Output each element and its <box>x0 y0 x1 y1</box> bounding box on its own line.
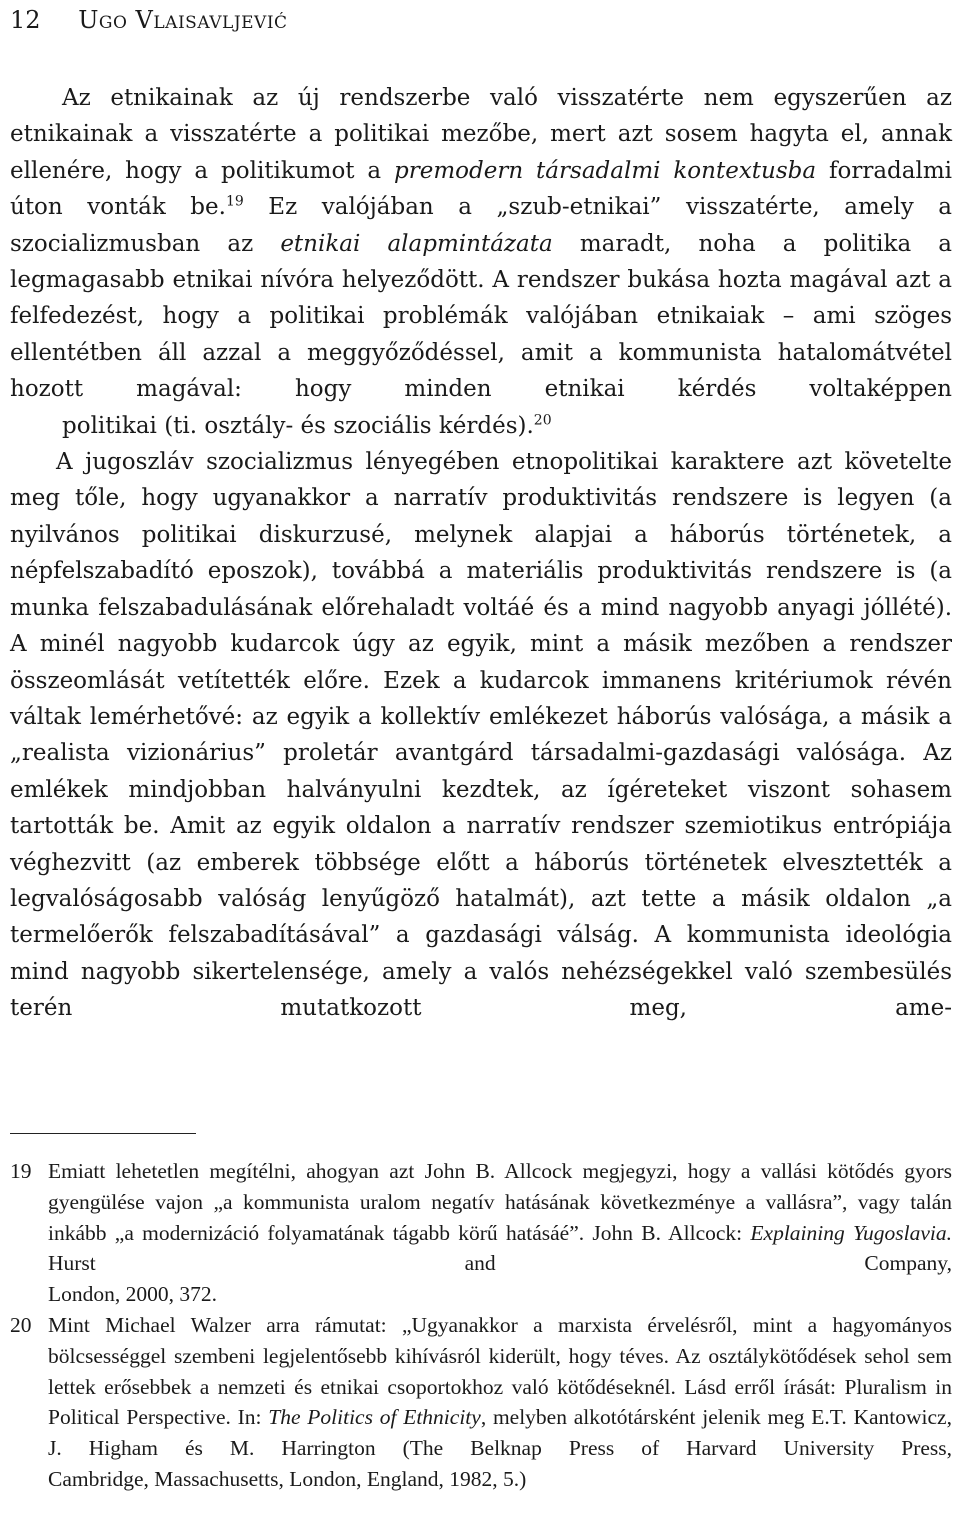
footnote-ref-20[interactable]: 20 <box>533 412 552 428</box>
footnote-text: Emiatt lehetetlen megítélni, ahogyan azt John B. Allcock megjegyzi, hogy a vallási kötődés gyors gyengülése vajon „a kommunista uralom negatív hatásának következménye a vallásra”, vagy talán inkább „a modernizáció folyamatának tágabb körű hatásáé”. John B. Allcock: <box>48 1159 952 1245</box>
footnote-number: 19 <box>10 1159 32 1183</box>
page-number: 12 <box>10 6 41 34</box>
paragraph-1-text-e: politikai (ti. osztály- és szociális kérdés). <box>62 412 534 439</box>
footnote-19 <box>10 1156 952 1310</box>
running-head-author: Ugo Vlaisavljević <box>78 6 288 34</box>
footnote-20 <box>10 1310 952 1495</box>
footnote-separator <box>10 1133 196 1134</box>
footnote-text-b: , melyben alkotótársként jelenik meg E.T. Kantowicz, J. Higham és M. Harrington (The Belknap Press of Harvard University Press, <box>48 1405 952 1461</box>
footnote-text: Mint Michael Walzer arra rámutat: „Ugyanakkor a marxista érvelésről, mint a hagyományos bölcsességgel szembeni legjelentősebb kihívásról kiderült, hogy téves. Az osztálykötődések sehol sem lettek erősebbek a nemzeti és etnikai csoportokhoz való kötődéseknél. Lásd erről írását: Pluralism in Political Perspective. In: <box>48 1312 952 1430</box>
footnote-last-line: London, 2000, 372. <box>48 1282 218 1307</box>
footnote-text-b: Hurst and Company, <box>48 1251 952 1276</box>
footnote-last-line: Cambridge, Massachusetts, London, England, 1982, 5.) <box>48 1466 527 1491</box>
paragraph-1-text-b: forradalmi úton vonták be. <box>10 157 952 221</box>
paragraph-1-last-line <box>10 408 952 444</box>
paragraph-1-emphasis-a: premodern társadalmi kontextusba <box>394 157 817 184</box>
body-text <box>10 80 952 1027</box>
paragraph-1-text-c: Ez valójában a „szub-etnikai” visszatérte, amely a szocializmusban az <box>10 194 952 257</box>
running-head <box>10 0 288 40</box>
paragraph-1-text-d: maradt, noha a politika a legmagasabb etnikai nívóra helyeződött. A rendszer bukása hozta magával azt a felfedezést, hogy a politikai problémák valójában etnikaiak – ami szöges ellentétben áll azzal a meggyőződéssel, amit a kommunista hatalomátvétel hozott magával: hogy minden etnikai kérdés voltaképpen <box>10 230 952 403</box>
footnote-number: 20 <box>10 1312 32 1337</box>
footnote-ref-19[interactable]: 19 <box>225 193 244 210</box>
footnote-emphasis: The Politics of Ethnicity <box>268 1405 481 1430</box>
footnote-emphasis: Explaining Yugoslavia. <box>750 1220 952 1245</box>
paragraph-1 <box>10 80 952 444</box>
paragraph-2: A jugoszláv szocializmus lényegében etnopolitikai karaktere azt követelte meg tőle, hogy ugyanakkor a narratív produktivitás rendszere is legyen (a nyilvános politikai diskurzusé, melynek alapjai a háborús történetek, a népfelszabadító eposzok), továbbá a materiális produktivitás rendszere is (a munka felszabadulásának előrehaladt voltáé és a mind nagyobb anyagi jóllété). A minél nagyobb kudarcok úgy az egyik, mint a másik mezőben a rendszer összeomlását vetítették előre. Ezek a kudarcok immanens kritériumok révén váltak lemérhetővé: az egyik a kollektív emlékezet háborús valósága, a másik a „realista vizionárius” proletár avantgárd társadalmi-gazdasági valósága. Az emlékek mindjobban halványulni kezdtek, az ígéreteket viszont sohasem tartották be. Amit az egyik oldalon a narratív rendszer szemiotikus entrópiája véghezvitt (az emberek többsége előtt a háborús történetek elvesztették a legvalóságosabb valóság lenyűgöző hatalmát), azt tette a másik oldalon „a termelőerők felszabadításával” a gazdasági válság. A kommunista ideológia mind nagyobb sikertelensége, amely a valós nehézségekkel való szembesülés terén mutatkozott meg, ame- <box>10 449 952 1022</box>
paragraph-1-text-a: Az etnikainak az új rendszerbe való visszatérte nem egyszerűen az etnikainak a visszatérte a politikai mezőbe, mert azt sosem hagyta el, annak ellenére, hogy a politikumot a <box>10 85 952 184</box>
footnotes <box>10 1156 952 1495</box>
paragraph-1-emphasis-b: etnikai alapmintázata <box>280 230 553 257</box>
